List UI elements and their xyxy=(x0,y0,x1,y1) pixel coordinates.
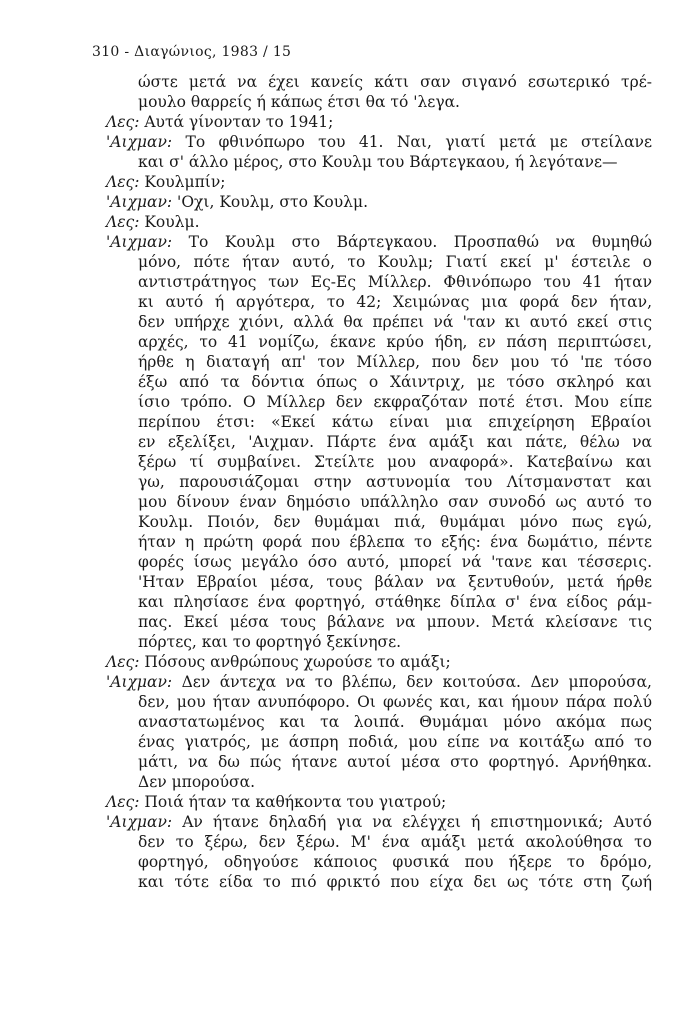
line-text: Αν ήτανε δηλαδή για να ελέγχει ή επιστημονικά; Αυτό xyxy=(172,813,652,831)
text-line xyxy=(106,112,652,132)
text-line xyxy=(106,712,652,732)
line-text: κι αυτό ή αργότερα, το 42; Χειμώνας μια φορά δεν ήταν, xyxy=(138,293,652,311)
text-line xyxy=(106,812,652,832)
line-text: Δεν άντεχα να το βλέπω, δεν κοιτούσα. Δεν μπορούσα, xyxy=(172,673,652,691)
text-line xyxy=(106,332,652,352)
text-line xyxy=(106,152,652,172)
line-text: και σ' άλλο μέρος, στο Κουλμ του Βάρτεγκαου, ή λεγότανε— xyxy=(138,153,618,171)
speaker-label: 'Αιχμαν: xyxy=(106,673,173,691)
line-text: Κουλμ. Ποιόν, δεν θυμάμαι πιά, θυμάμαι μόνο πως εγώ, xyxy=(138,513,652,531)
text-line xyxy=(106,232,652,252)
line-text: πόρτες, και το φορτηγό ξεκίνησε. xyxy=(138,633,402,651)
speaker-label: 'Αιχμαν: xyxy=(106,233,173,251)
line-text: γω, παρουσιάζομαι στην αστυνομία του Λίτσμανστατ και xyxy=(138,473,652,491)
line-text: Το Κουλμ στο Βάρτεγκαου. Προσπαθώ να θυμηθώ xyxy=(172,233,652,251)
header-separator: - xyxy=(124,44,135,60)
line-text: αρχές, το 41 νομίζω, έκανε κρύο ήδη, εν πάση περιπτώσει, xyxy=(138,333,652,351)
line-text: Αυτά γίνονταν το 1941; xyxy=(139,113,334,131)
line-text: 'Ηταν Εβραίοι μέσα, τους βάλαν να ξεντυθούν, μετά ήρθε xyxy=(138,573,652,591)
text-line xyxy=(106,532,652,552)
text-line xyxy=(106,592,652,612)
line-text: ένας γιατρός, με άσπρη ποδιά, μου είπε να κοιτάξω από το xyxy=(138,733,652,751)
text-line xyxy=(106,872,652,892)
text-line xyxy=(106,292,652,312)
line-text: Κουλμ. xyxy=(139,213,200,231)
text-line xyxy=(106,432,652,452)
text-line xyxy=(106,772,652,792)
text-line xyxy=(106,72,652,92)
line-text: Το φθινόπωρο του 41. Ναι, γιατί μετά με στείλανε xyxy=(172,133,652,151)
running-header xyxy=(92,44,291,60)
text-line xyxy=(106,452,652,472)
text-line xyxy=(106,632,652,652)
line-text: Ποιά ήταν τα καθήκοντα του γιατρού; xyxy=(139,793,447,811)
speaker-label: Λες: xyxy=(106,113,140,131)
text-line xyxy=(106,352,652,372)
text-line xyxy=(106,372,652,392)
text-line xyxy=(106,552,652,572)
page-number: 310 xyxy=(92,44,120,60)
line-text: μόνο, πότε ήταν αυτό, το Κουλμ; Γιατί εκεί μ' έστειλε ο xyxy=(138,253,652,271)
text-line xyxy=(106,172,652,192)
line-text: ξέρω τί συμβαίνει. Στείλτε μου αναφορά». Κατεβαίνω και xyxy=(138,453,652,471)
text-line xyxy=(106,472,652,492)
line-text: Πόσους ανθρώπους χωρούσε το αμάξι; xyxy=(139,653,451,671)
line-text: 'Οχι, Κουλμ, στο Κουλμ. xyxy=(172,193,369,211)
line-text: δεν υπήρχε χιόνι, αλλά θα πρέπει νά 'ταν κι αυτό εκεί στις xyxy=(138,313,652,331)
line-text: ήταν η πρώτη φορά που έβλεπα το εξής: ένα δωμάτιο, πέντε xyxy=(138,533,652,551)
text-line xyxy=(106,732,652,752)
line-text: μάτι, να δω πώς ήτανε αυτοί μέσα στο φορτηγό. Αρνήθηκα. xyxy=(138,753,652,771)
text-line xyxy=(106,752,652,772)
text-line xyxy=(106,612,652,632)
speaker-label: Λες: xyxy=(106,793,140,811)
line-text: και πλησίασε ένα φορτηγό, στάθηκε δίπλα σ' ένα είδος ράμ- xyxy=(138,593,652,611)
text-line xyxy=(106,212,652,232)
line-text: και τότε είδα το πιό φρικτό που είχα δει ως τότε στη ζωή xyxy=(138,873,652,891)
journal-title: Διαγώνιος, 1983 / 15 xyxy=(134,44,292,60)
speaker-label: 'Αιχμαν: xyxy=(106,193,173,211)
line-text: δεν το ξέρω, δεν ξέρω. Μ' ένα αμάξι μετά ακολούθησα το xyxy=(138,833,652,851)
line-text: Κουλμπίν; xyxy=(139,173,226,191)
line-text: πας. Εκεί μέσα τους βάλανε να μπουν. Μετά κλείσανε τις xyxy=(138,613,652,631)
line-text: έξω από τα δόντια όπως ο Χάιντριχ, με τόσο σκληρό και xyxy=(138,373,652,391)
line-text: δεν, μου ήταν ανυπόφορο. Οι φωνές και, και ήμουν πάρα πολύ xyxy=(138,693,652,711)
line-text: μου δίνουν έναν δημόσιο υπάλληλο σαν συνοδό ως αυτό το xyxy=(138,493,652,511)
line-text: μουλο θαρρείς ή κάπως έτσι θα τό 'λεγα. xyxy=(138,93,460,111)
line-text: φορές ίσως μεγάλο όσο αυτό, μπορεί νά 'τανε και τέσσερις. xyxy=(138,553,652,571)
speaker-label: Λες: xyxy=(106,213,140,231)
line-text: ώστε μετά να έχει κανείς κάτι σαν σιγανό εσωτερικό τρέ- xyxy=(138,73,652,91)
text-line xyxy=(106,832,652,852)
line-text: ήρθε η διαταγή απ' τον Μίλλερ, που δεν μου τό 'πε τόσο xyxy=(138,353,652,371)
text-line xyxy=(106,272,652,292)
text-line xyxy=(106,412,652,432)
line-text: αναστατωμένος και τα λοιπά. Θυμάμαι μόνο ακόμα πως xyxy=(138,713,652,731)
speaker-label: 'Αιχμαν: xyxy=(106,133,173,151)
line-text: εν εξελίξει, 'Αιχμαν. Πάρτε ένα αμάξι και πάτε, θέλω να xyxy=(138,433,652,451)
line-text: Δεν μπορούσα. xyxy=(138,773,256,791)
line-text: ίσιο τρόπο. Ο Μίλλερ δεν εκφραζόταν ποτέ έτσι. Μου είπε xyxy=(138,393,652,411)
text-line xyxy=(106,692,652,712)
line-text: περίπου έτσι: «Εκεί κάτω είναι μια επιχείρηση Εβραίοι xyxy=(138,413,652,431)
text-line xyxy=(106,132,652,152)
speaker-label: 'Αιχμαν: xyxy=(106,813,173,831)
text-line xyxy=(106,312,652,332)
text-line xyxy=(106,392,652,412)
text-line xyxy=(106,652,652,672)
text-line xyxy=(106,512,652,532)
text-line xyxy=(106,792,652,812)
text-line xyxy=(106,252,652,272)
speaker-label: Λες: xyxy=(106,173,140,191)
text-line xyxy=(106,492,652,512)
line-text: φορτηγό, οδηγούσε κάποιος φυσικά που ήξερε το δρόμο, xyxy=(138,853,652,871)
line-text: αντιστράτηγος των Ες-Ες Μίλλερ. Φθινόπωρο του 41 ήταν xyxy=(138,273,652,291)
text-line xyxy=(106,672,652,692)
dialogue-text xyxy=(106,72,652,892)
speaker-label: Λες: xyxy=(106,653,140,671)
text-line xyxy=(106,572,652,592)
text-line xyxy=(106,852,652,872)
text-line xyxy=(106,92,652,112)
text-line xyxy=(106,192,652,212)
